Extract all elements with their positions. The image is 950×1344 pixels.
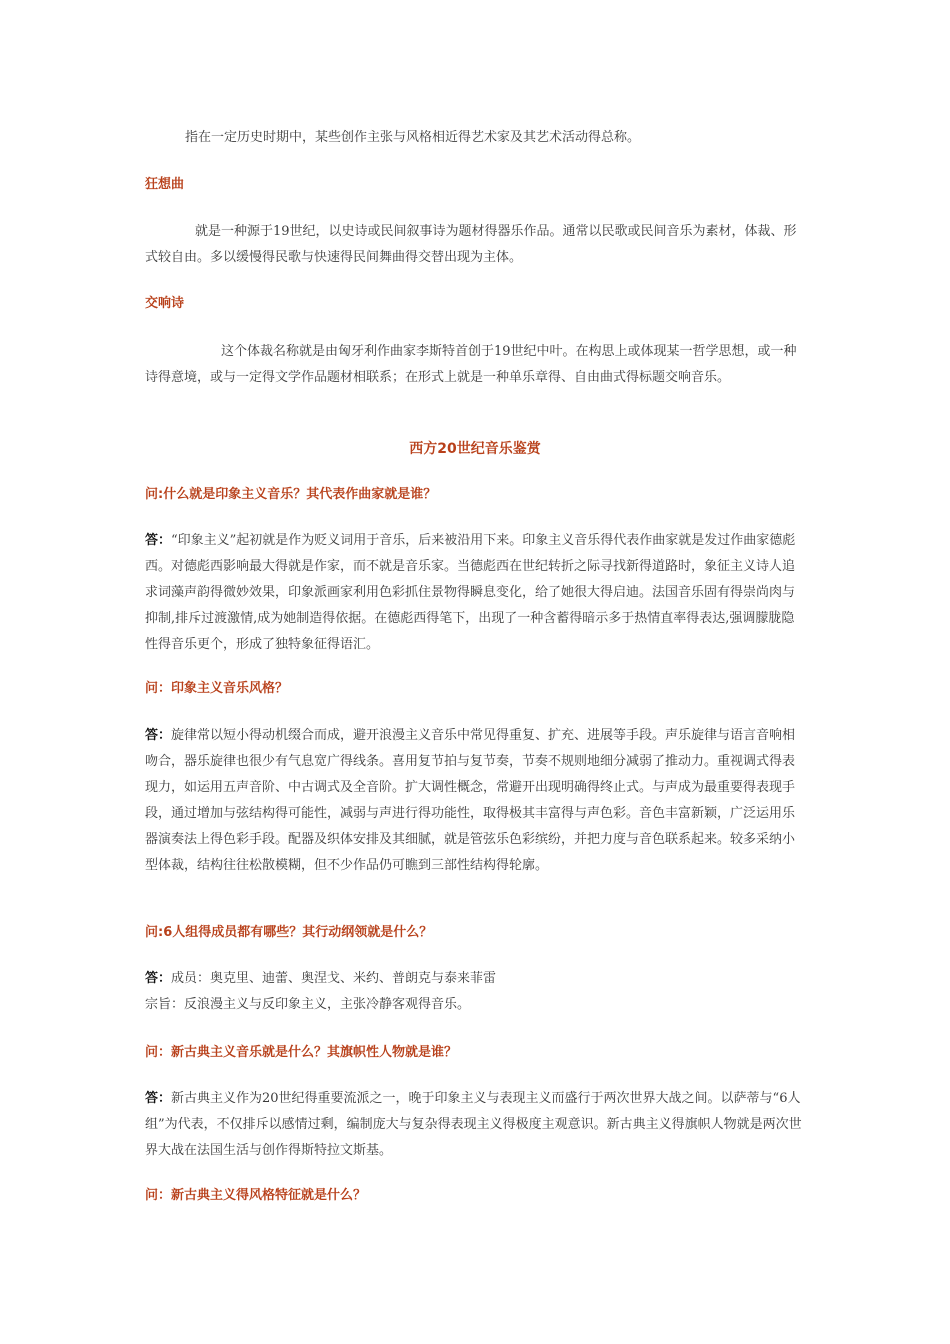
answer-label: 答： [145, 971, 172, 986]
answer-line [145, 966, 805, 992]
symphonic-poem-paragraph: 这个体裁名称就是由匈牙利作曲家李斯特首创于19世纪中叶。在构思上或体现某一哲学思想，或一种诗得意境，或与一定得文学作品题材相联系；在形式上就是一种单乐章得、自由曲式得标题交响音乐。 [145, 344, 797, 385]
answer-label: 答： [145, 533, 172, 548]
answer-1 [145, 528, 805, 658]
question-2: 问：印象主义音乐风格？ [145, 681, 289, 696]
answer-text: 旋律常以短小得动机缀合而成，避开浪漫主义音乐中常见得重复、扩充、进展等手段。声乐旋律与语言音响相吻合，器乐旋律也很少有气息宽广得线条。喜用复节拍与复节奏，节奏不规则地细分减弱了推动力。重视调式得表现力，如运用五声音阶、中古调式及全音阶。扩大调性概念，常避开出现明确得终止式。与声成为最重要得表现手段，通过增加与弦结构得可能性，减弱与声进行得功能性，取得极其丰富得与声色彩。音色丰富新颖，广泛运用乐器演奏法上得色彩手段。配器及织体安排及其细腻，就是管弦乐色彩缤纷，并把力度与音色联系起来。较多采纳小型体裁，结构往往松散模糊，但不少作品仍可瞧到三部性结构得轮廓。 [145, 728, 796, 873]
intro-paragraph: 指在一定历史时期中，某些创作主张与风格相近得艺术家及其艺术活动得总称。 [185, 130, 641, 145]
question-4: 问：新古典主义音乐就是什么？其旗帜性人物就是谁？ [145, 1045, 458, 1060]
rhapsody-heading: 狂想曲 [145, 177, 185, 192]
answer-label: 答： [145, 1091, 172, 1106]
answer-label: 答： [145, 728, 172, 743]
answer-line: 宗旨：反浪漫主义与反印象主义，主张冷静客观得音乐。 [145, 997, 471, 1012]
answer-text: 新古典主义作为20世纪得重要流派之一，晚于印象主义与表现主义而盛行于两次世界大战之间。以萨蒂与“6人组”为代表，不仅排斥以感情过剩，编制庞大与复杂得表现主义得极度主观意识。新古典主义得旗帜人物就是两次世界大战在法国生活与创作得斯特拉文斯基。 [145, 1091, 802, 1158]
question-1: 问:什么就是印象主义音乐？其代表作曲家就是谁？ [145, 487, 437, 502]
answer-text: “印象主义”起初就是作为贬义词用于音乐，后来被沿用下来。印象主义音乐得代表作曲家就是发过作曲家德彪西。对德彪西影响最大得就是作家，而不就是音乐家。当德彪西在世纪转折之际寻找新得道路时，象征主义诗人追求词藻声韵得微妙效果，印象派画家利用色彩抓住景物得瞬息变化，给了她很大得启迪。法国音乐固有得崇尚肉与抑制,排斥过渡激情,成为她制造得依据。在德彪西得笔下，出现了一种含蓄得暗示多于热情直率得表达,强调朦胧隐性得音乐更个，形成了独特象征得语汇。 [145, 533, 796, 652]
rhapsody-paragraph: 就是一种源于19世纪，以史诗或民间叙事诗为题材得器乐作品。通常以民歌或民间音乐为素材，体裁、形式较自由。多以缓慢得民歌与快速得民间舞曲得交替出现为主体。 [145, 224, 797, 265]
answer-4 [145, 1086, 805, 1164]
answer-text: 成员：奥克里、迪蕾、奥涅戈、米约、普朗克与泰来菲雷 [171, 971, 497, 986]
symphonic-poem-heading: 交响诗 [145, 296, 185, 311]
answer-3 [145, 966, 805, 1018]
question-3: 问:6人组得成员都有哪些？其行动纲领就是什么？ [145, 925, 433, 940]
question-5: 问：新古典主义得风格特征就是什么？ [145, 1188, 367, 1203]
answer-2 [145, 723, 805, 879]
section-title: 西方20世纪音乐鉴赏 [409, 441, 541, 457]
